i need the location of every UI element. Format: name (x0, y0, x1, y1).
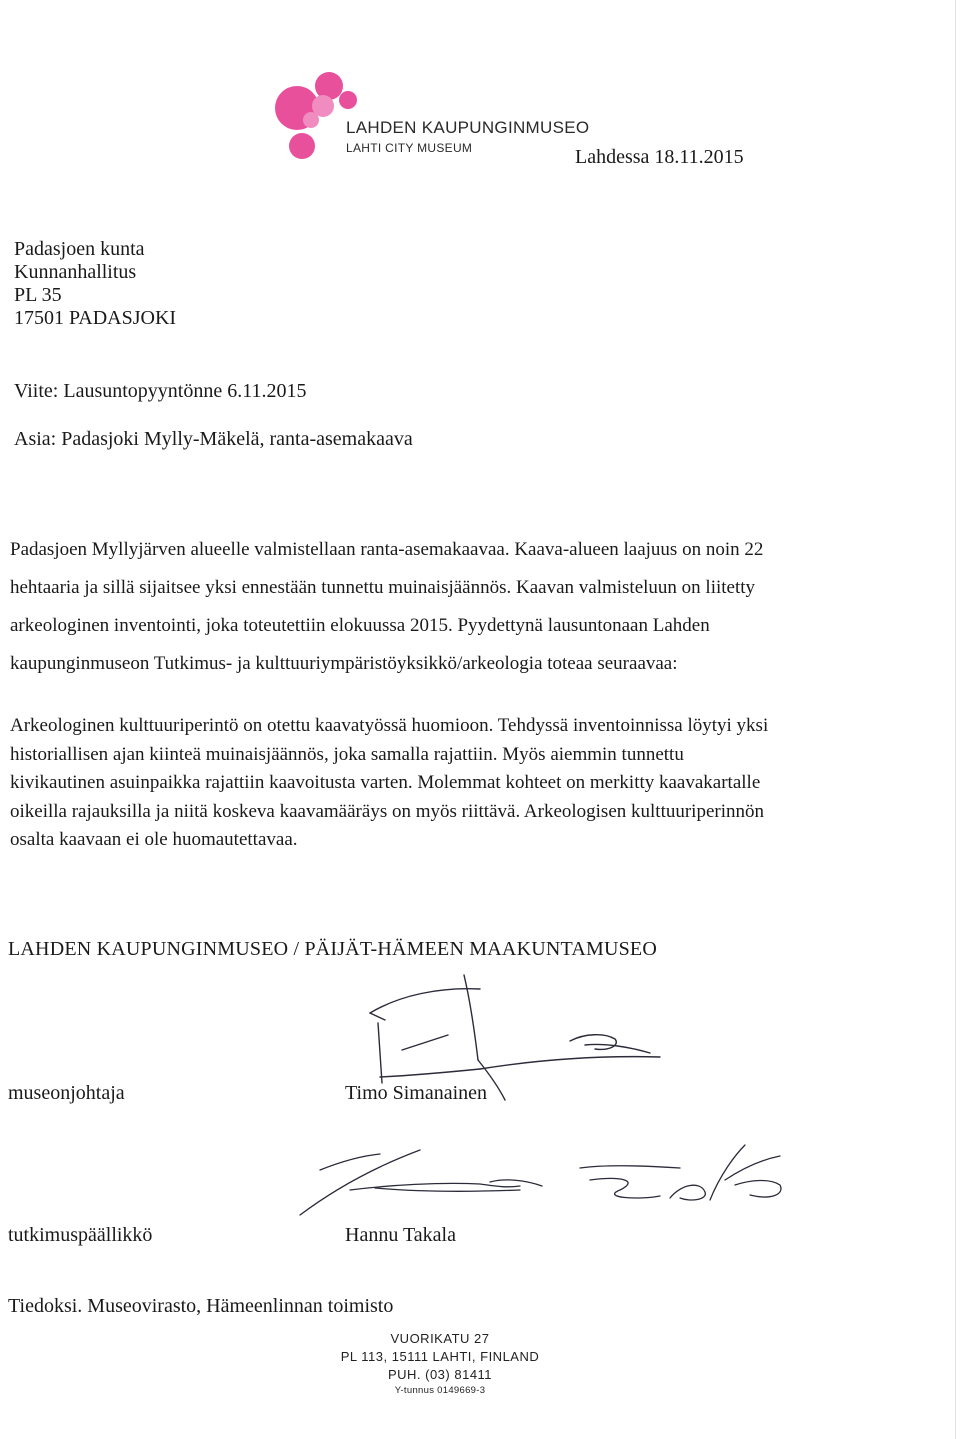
signatory-2-name: Hannu Takala (345, 1224, 456, 1246)
page-edge (955, 0, 956, 1439)
paragraph-line: Padasjoen Myllyjärven alueelle valmistellaan ranta-asemakaavaa. Kaava-alueen laajuus on noin 22 (10, 539, 764, 560)
recipient-address (14, 238, 176, 330)
signatory-1-role: museonjohtaja (8, 1082, 125, 1104)
paragraph-line: kivikautinen asuinpaikka rajattiin kaavoitusta varten. Molemmat kohteet on merkitty kaavakartalle (10, 772, 761, 793)
footer-phone: PUH. (03) 81411 (387, 1367, 493, 1382)
paragraph-line: historiallisen ajan kiinteä muinaisjäännös, joka samalla rajattiin. Myös aiemmin tunnettu (10, 743, 684, 765)
paragraph-line: hehtaaria ja sillä sijaitsee yksi ennestään tunnettu muinaisjäännös. Kaavan valmisteluun on liitetty (10, 577, 756, 598)
paragraph-line: Arkeologinen kulttuuriperintö on otettu kaavatyössä huomioon. Tehdyssä inventoinnissa löytyi yksi (10, 715, 769, 736)
paragraph-line: osalta kaavaan ei ole huomautettavaa. (10, 829, 298, 850)
signatory-1-name: Timo Simanainen (345, 1082, 488, 1104)
letter-date: Lahdessa 18.11.2015 (575, 146, 744, 168)
footer-business-id: Y-tunnus 0149669-3 (394, 1385, 486, 1396)
signature-2-handwritten (280, 1140, 800, 1230)
footer-street: VUORIKATU 27 (390, 1331, 490, 1346)
footer-address (300, 1330, 580, 1398)
recipient-line: PL 35 (14, 284, 62, 306)
recipient-line: Kunnanhallitus (14, 261, 137, 283)
recipient-line: Padasjoen kunta (14, 238, 145, 260)
paragraph-line: arkeologinen inventointi, joka toteutettiin elokuussa 2015. Pyydettynä lausuntonaan Lahden (10, 615, 710, 636)
brand-name: LAHDEN KAUPUNGINMUSEO (346, 118, 590, 137)
subject-line: Asia: Padasjoki Mylly-Mäkelä, ranta-asemakaava (14, 428, 413, 450)
brand-subtitle: LAHTI CITY MUSEUM (346, 141, 473, 155)
body-paragraph-2 (10, 712, 860, 855)
cc-line: Tiedoksi. Museovirasto, Hämeenlinnan toimisto (8, 1295, 394, 1317)
recipient-line: 17501 PADASJOKI (14, 307, 177, 329)
body-paragraph-1 (10, 531, 860, 683)
paragraph-line: oikeilla rajauksilla ja niitä koskeva kaavamääräys on myös riittävä. Arkeologisen kulttuuriperinnön (10, 800, 764, 822)
paragraph-line: kaupunginmuseon Tutkimus- ja kulttuuriympäristöyksikkö/arkeologia toteaa seuraavaa: (10, 653, 678, 674)
signatory-2-role: tutkimuspäällikkö (8, 1224, 153, 1246)
organization-heading: LAHDEN KAUPUNGINMUSEO / PÄIJÄT-HÄMEEN MAAKUNTAMUSEO (8, 938, 657, 960)
reference-line: Viite: Lausuntopyyntönne 6.11.2015 (14, 380, 307, 402)
footer-postal: PL 113, 15111 LAHTI, FINLAND (340, 1349, 540, 1364)
